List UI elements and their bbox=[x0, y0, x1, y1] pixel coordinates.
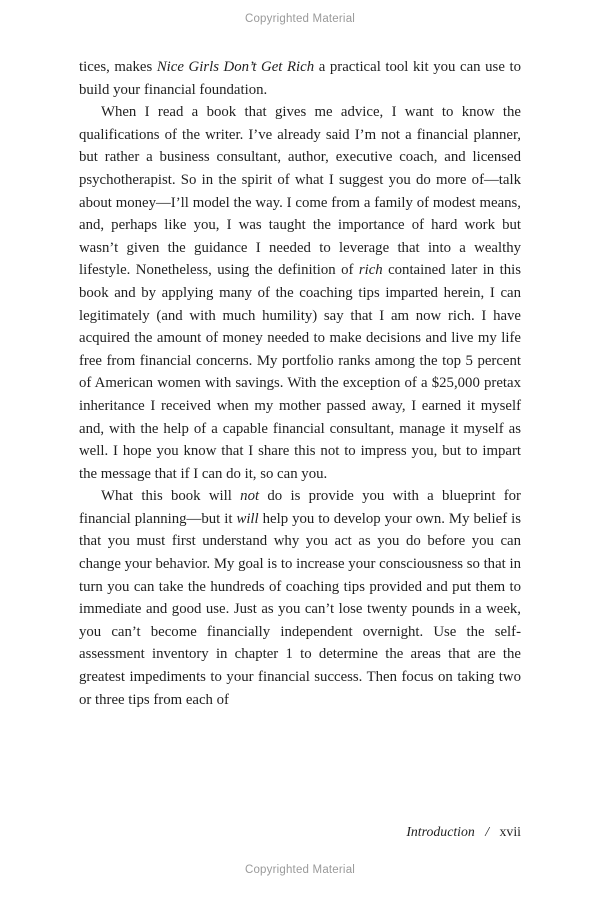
italic-text-run: not bbox=[240, 488, 260, 505]
italic-text-run: rich bbox=[358, 262, 383, 279]
running-footer bbox=[406, 824, 521, 840]
copyright-notice-bottom: Copyrighted Material bbox=[244, 864, 356, 876]
footer-page-number: xvii bbox=[499, 824, 521, 839]
text-run: contained later in this book and by applying many of the coaching tips imparted herein, I can legitimately (and with much humility) say that I am now rich. I have acquired the amount of money needed to make decisions and live my life free from financial concerns. My portfolio ranks among the top 5 percent of American women with savings. With the exception of a $25,000 pretax inheritance I received when my mother passed away, I earned it myself and, with the help of a capable financial consultant, manage it myself as well. I hope you know that I share this not to impress you, but to impart the message that if I can do it, so can you. bbox=[79, 262, 521, 482]
italic-text-run: Nice Girls Don’t Get Rich bbox=[156, 59, 315, 75]
paragraph bbox=[79, 56, 521, 101]
page-body bbox=[79, 56, 521, 711]
text-run: tices, makes bbox=[79, 59, 157, 75]
paragraph bbox=[79, 485, 521, 711]
paragraph bbox=[79, 101, 521, 485]
text-run: do is provide you with a blueprint for financial planning—but it bbox=[79, 488, 521, 527]
text-run: a practical tool kit you can use to build your financial foundation. bbox=[79, 59, 521, 98]
italic-text-run: will bbox=[236, 510, 259, 527]
copyright-notice-top: Copyrighted Material bbox=[244, 13, 356, 25]
footer-separator: / bbox=[485, 824, 490, 839]
text-run: When I read a book that gives me advice, I want to know the qualifications of the writer. I’ve already said I’m not a financial planner, but rather a business consultant, author, executive coach, and licensed psychotherapist. So in the spirit of what I suggest you do more of—talk about money—I’ll model the way. I come from a family of modest means, and, perhaps like you, I was taught the importance of hard work but wasn’t given the guidance I needed to leverage that into a wealthy lifestyle. Nonetheless, using the definition of bbox=[79, 104, 521, 279]
text-run: help you to develop your own. My belief is that you must first understand why you act as you do before you can change your behavior. My goal is to increase your consciousness so that in turn you can take the hundreds of coaching tips provided and put them to immediate and good use. Just as you can’t lose twenty pounds in a week, you can’t become financially independent overnight. Use the self-assessment inventory in chapter 1 to determine the areas that are the greatest impediments to your financial success. Then focus on taking two or three tips from each of bbox=[79, 510, 521, 708]
text-run: What this book will bbox=[101, 488, 241, 505]
footer-section-label: Introduction bbox=[406, 824, 475, 839]
